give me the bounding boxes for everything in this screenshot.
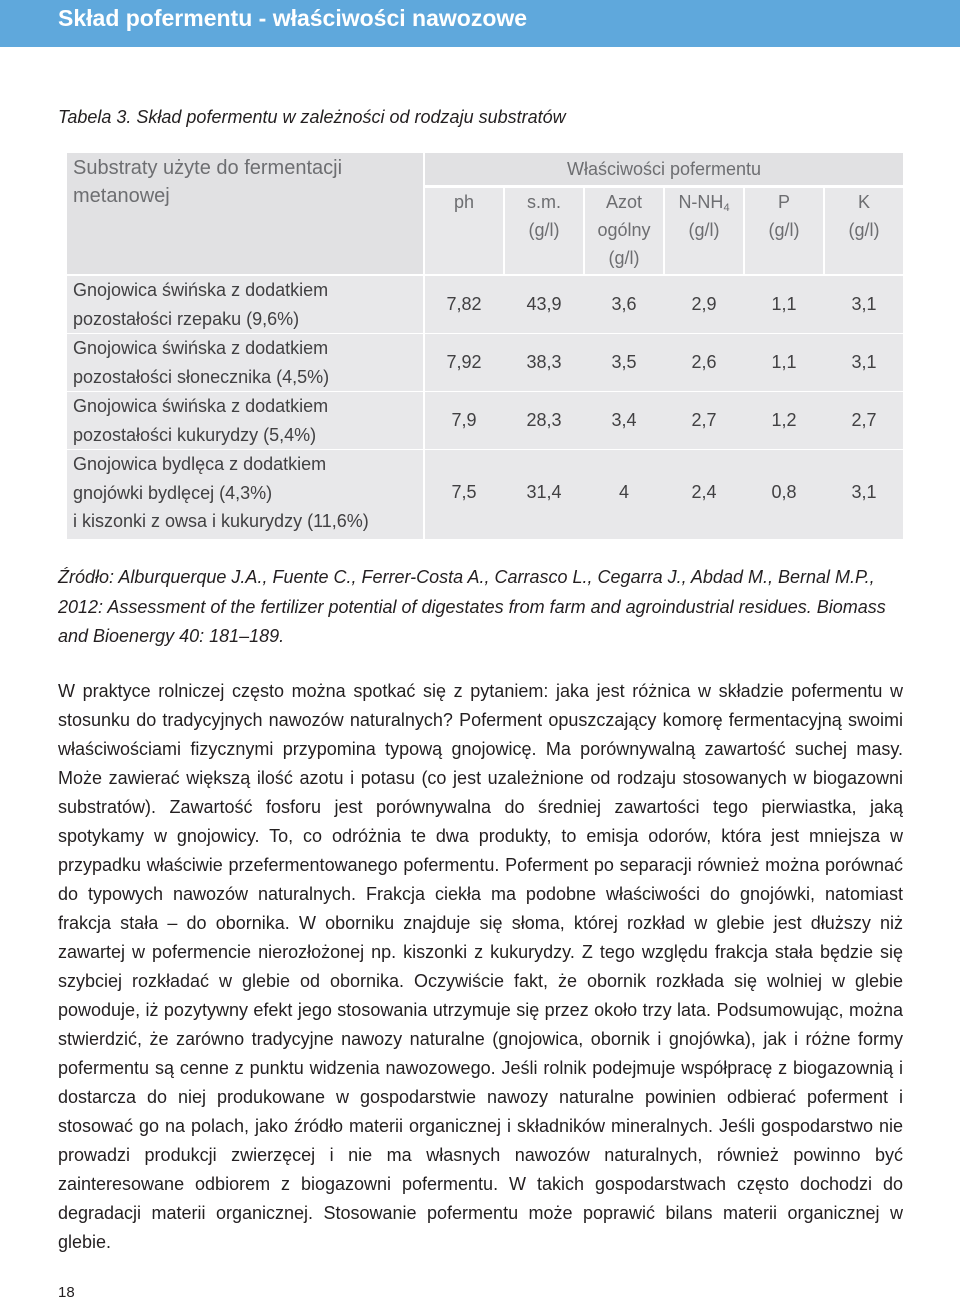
- row-label: Gnojowica bydlęca z dodatkiem gnojówki bydlęcej (4,3%) i kiszonki z owsa i kukurydzy (11,6%): [67, 450, 423, 539]
- table-cell: 2,6: [691, 352, 717, 372]
- column-header-sm: s.m. (g/l): [505, 188, 583, 274]
- table-cell: 1,1: [771, 294, 797, 314]
- column-header-azot: Azot ogólny (g/l): [585, 188, 663, 274]
- properties-header: Właściwości pofermentu: [425, 153, 903, 185]
- table-cell: 3,1: [851, 294, 877, 314]
- table-cell: 2,7: [851, 410, 877, 430]
- table-cell: 28,3: [526, 410, 562, 430]
- table-cell: 2,7: [691, 410, 717, 430]
- table-cell: 1,1: [771, 352, 797, 372]
- table-cell: 43,9: [526, 294, 562, 314]
- table-cell: 31,4: [526, 482, 562, 502]
- table-caption: Tabela 3. Skład pofermentu w zależności od rodzaju substratów: [58, 107, 566, 127]
- row-label: Gnojowica świńska z dodatkiem pozostałości rzepaku (9,6%): [67, 276, 423, 333]
- table-cell: 1,2: [771, 410, 797, 430]
- table-cell: 7,92: [446, 352, 482, 372]
- table-cell: 7,9: [451, 410, 477, 430]
- column-header-ph: ph: [425, 188, 503, 274]
- table-cell: 0,8: [771, 482, 797, 502]
- table-cell: 3,5: [611, 352, 637, 372]
- table-cell: 7,5: [451, 482, 477, 502]
- column-header-nnh4: $N-NH_4$ (g/l): [665, 188, 743, 274]
- source-citation: Źródło: Alburquerque J.A., Fuente C., Ferrer-Costa A., Carrasco L., Cegarra J., Abdad M., Bernal M.P., 2012: Assessment of the fertilizer potential of digestates from farm and agroindustrial residues. Biomass and Bioenergy 40: 181–189.: [58, 567, 886, 646]
- paragraph: W praktyce rolniczej często można spotkać się z pytaniem: jaka jest różnica w składzie pofermentu w stosunku do tradycyjnych nawozów naturalnych? Poferment opuszczający komorę fermentacyjną swoimi właściwościami fizycznymi przypomina typową gnojowicę. Ma porównywalną zawartość suchej masy. Może zawierać większą ilość azotu i potasu (co jest uzależnione od rodzaju stosowanych w biogazowni substratów). Zawartość fosforu jest porównywalna do średniej zawartości tego pierwiastka, jaką spotykamy w gnojowicy. To, co odróżnia te dwa produkty, to emisja odorów, która jest mniejsza w przypadku właściwie przefermentowanego pofermentu. Poferment po separacji również można porównać do typowych nawozów naturalnych. Frakcja ciekła ma podobne właściwości do gnojówki, natomiast frakcja stała – do obornika. W oborniku znajduje się słoma, której rozkład w glebie jest dłuższy niż zawartej w pofermencie nierozłożonej np. kiszonki z kukurydzy. Z tego względu frakcja stała będzie się szybciej rozkładać w glebie od obornika. Oczywiście fakt, że obornik rozkłada się wolniej w glebie powoduje, iż pozytywny efekt jego stosowania utrzymuje się przez około trzy lata. Podsumowując, można stwierdzić, że zarówno tradycyjne nawozy naturalne (gnojowica, obornik i gnojówka), jak i różne formy pofermentu są cenne z punktu widzenia nawozowego. Jeśli rolnik podejmuje współpracę z biogazownią i dostarcza do niej produkowane w gospodarstwie nawozy naturalne powinien odbierać poferment i stosować go na polach, jako źródło materii organicznej i składników mineralnych. Jeśli gospodarstwo nie prowadzi produkcji zwierzęcej i nie ma własnych nawozów naturalnych, również powinno być zainteresowane odbiorem z biogazowni pofermentu. W takich gospodarstwach często dochodzi do degradacji materii organicznej. Stosowanie pofermentu może poprawić bilans materii organicznej w glebie.: [58, 681, 903, 1252]
- page-title: Skład pofermentu - właściwości nawozowe: [58, 5, 528, 31]
- table-cell: 2,4: [691, 482, 717, 502]
- row-label: Gnojowica świńska z dodatkiem pozostałości słonecznika (4,5%): [67, 334, 423, 391]
- table-cell: 3,1: [851, 352, 877, 372]
- header-bar: [0, 0, 960, 47]
- table-cell: 7,82: [446, 294, 482, 314]
- body-text: [58, 677, 903, 1257]
- row-label: Gnojowica świńska z dodatkiem pozostałości kukurydzy (5,4%): [67, 392, 423, 449]
- column-header-k: K (g/l): [825, 188, 903, 274]
- table-cell: 3,4: [611, 410, 637, 430]
- table-cell: 38,3: [526, 352, 562, 372]
- table-cell: 2,9: [691, 294, 717, 314]
- table-cell: 3,6: [611, 294, 637, 314]
- table-cell: 3,1: [851, 482, 877, 502]
- substrate-header: Substraty użyte do fermentacji metanowej: [67, 153, 423, 274]
- column-header-p: P (g/l): [745, 188, 823, 274]
- table-cell: 4: [618, 482, 629, 502]
- page-number: 18: [58, 1284, 75, 1301]
- data-table: [67, 153, 903, 539]
